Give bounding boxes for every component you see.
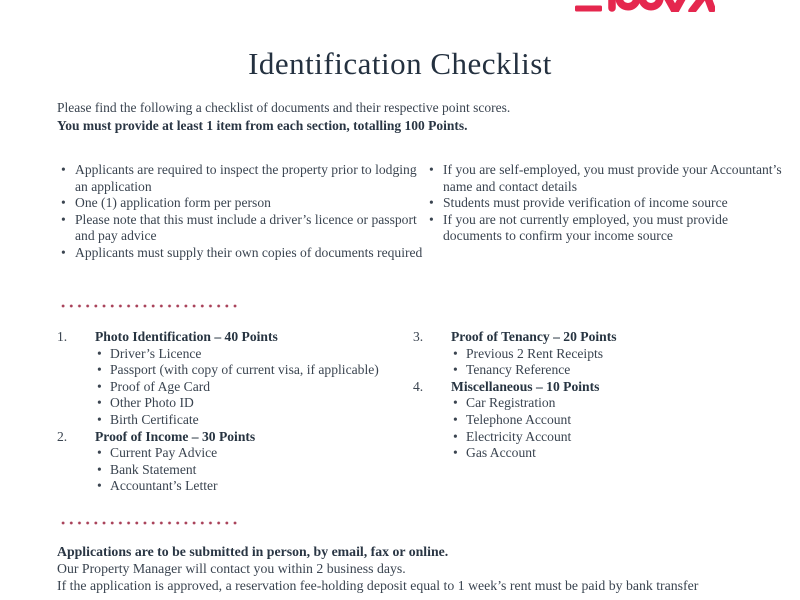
checklist-item: • Driver’s Licence [110,346,413,363]
footer-deposit-text: If the application is approved, a reservation fee-holding deposit equal to 1 week’s rent must be paid by bank transfer [57,578,699,594]
checklist-item: • Bank Statement [110,462,413,479]
section-miscellaneous [413,379,783,462]
section-number: 2. [57,428,68,444]
sections-right-column [413,329,783,462]
checklist-item: • Tenancy Reference [466,362,783,379]
note-item: • Applicants must supply their own copies of documents required [75,245,427,262]
dotted-separator-bottom [59,519,241,525]
intro-paragraph [57,99,697,135]
section-number: 4. [413,378,424,394]
section-number: 1. [57,329,68,344]
intro-requirement-text: You must provide at least 1 item from each section, totalling 100 Points. [57,118,468,133]
section-heading: Photo Identification – 40 Points [95,329,278,344]
page-title: Identification Checklist [248,46,552,81]
note-item: • One (1) application form per person [75,195,427,212]
section-items [413,346,783,379]
checklist-item: • Electricity Account [466,429,783,446]
notes-right-column [425,162,788,245]
section-heading: Miscellaneous – 10 Points [451,378,600,394]
section-heading: Proof of Tenancy – 20 Points [451,329,617,344]
note-item: • Please note that this must include a driver’s licence or passport and pay advice [75,212,427,245]
section-heading: Proof of Income – 30 Points [95,428,256,444]
section-items [57,445,413,495]
section-proof-of-income [57,429,413,495]
checklist-item: • Proof of Age Card [110,379,413,396]
note-item: • If you are not currently employed, you must provide documents to confirm your income source [443,212,788,245]
note-item: • Students must provide verification of income source [443,195,788,212]
sections-left-column [57,329,413,495]
checklist-item: • Car Registration [466,395,783,412]
note-item: • Applicants are required to inspect the property prior to lodging an application [75,162,427,195]
checklist-item: • Gas Account [466,445,783,462]
footer-contact-text: Our Property Manager will contact you within 2 business days. [57,561,406,577]
intro-text: Please find the following a checklist of documents and their respective point scores. [57,100,511,115]
section-items [413,395,783,461]
footer-submission-text: Applications are to be submitted in person, by email, fax or online. [57,544,449,559]
checklist-item: • Current Pay Advice [110,445,413,462]
checklist-item: • Birth Certificate [110,412,413,429]
brand-logo-icon [575,0,715,12]
checklist-item: • Telephone Account [466,412,783,429]
notes-left-column [57,162,427,262]
note-item: • If you are self-employed, you must provide your Accountant’s name and contact details [443,162,788,195]
section-photo-identification [57,329,413,429]
section-proof-of-tenancy [413,329,783,379]
checklist-item: • Accountant’s Letter [110,478,413,495]
dotted-separator-top [59,302,241,308]
checklist-item: • Previous 2 Rent Receipts [466,346,783,363]
checklist-item: • Other Photo ID [110,395,413,412]
checklist-item: • Passport (with copy of current visa, if applicable) [110,362,413,379]
section-items [57,346,413,429]
submission-footer [57,543,777,595]
section-number: 3. [413,329,424,344]
